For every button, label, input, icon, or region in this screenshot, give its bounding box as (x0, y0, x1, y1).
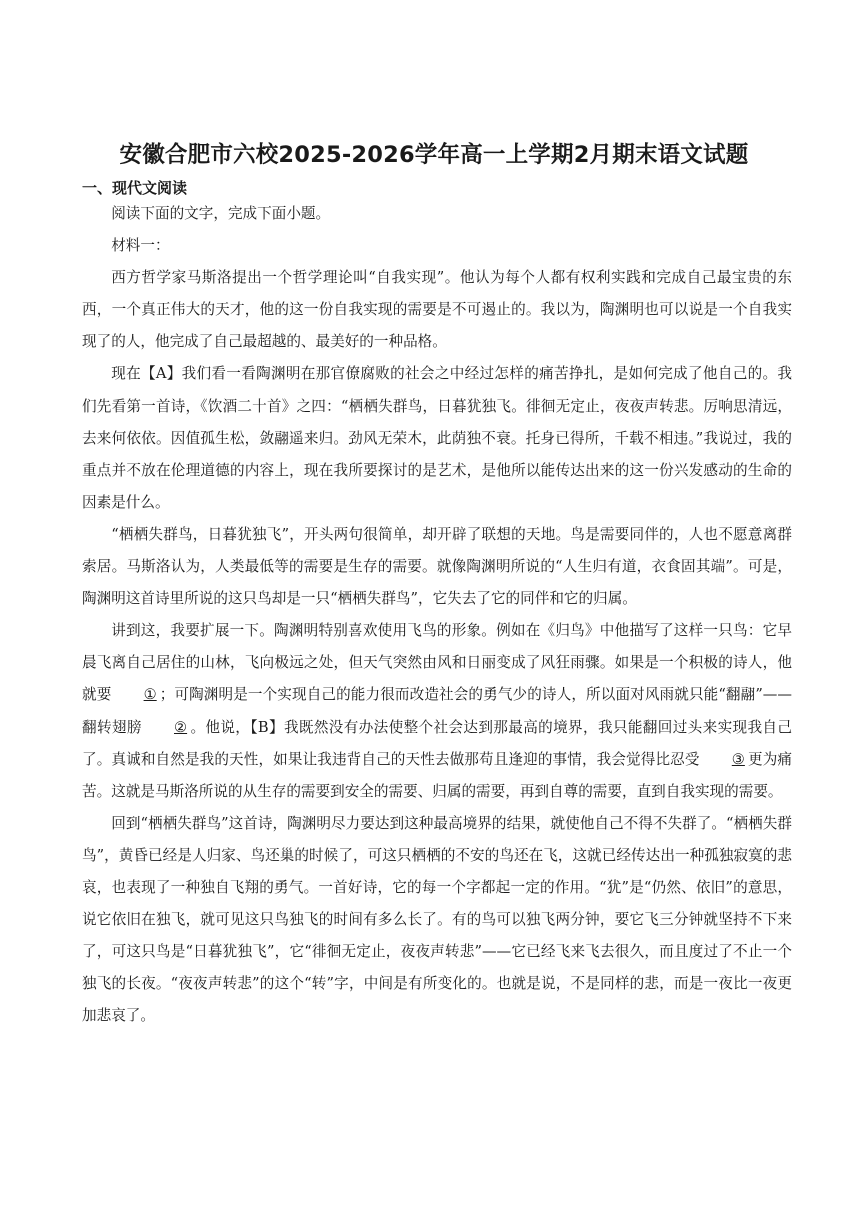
instruction-text: 阅读下面的文字，完成下面小题。 (111, 205, 331, 222)
blank-2: ② (174, 718, 188, 736)
blank-1: ① (143, 686, 157, 704)
section-heading: 一、现代文阅读 (82, 179, 188, 197)
paragraph-3: “栖栖失群鸟，日暮犹独飞”，开头两句很简单，却开辟了联想的天地。鸟是需要同伴的，人也不愿意离群索居。马斯洛认为，人类最低等的需要是生存的需要。就像陶渊明所说的“人生归有道，衣食固其端”。可是，陶渊明这首诗里所说的这只鸟却是一只“栖栖失群鸟”，它失去了它的同伴和它的归属。 (82, 525, 792, 608)
paragraph-4-part-d: 更为痛苦。这就是马斯洛所说的从生存的需要到安全的需要、归属的需要，再到自尊的需要，直到自我实现的需要。 (82, 750, 792, 800)
paragraph-4-part-c: 。他说，【B】我既然没有办法使整个社会达到那最高的境界，我只能翻回过头来实现我自己了。真诚和自然是我的天性，如果让我违背自己的天性去做那苟且逢迎的事情，我会觉得比忍受 (82, 718, 792, 768)
paragraph-2: 现在【A】我们看一看陶渊明在那官僚腐败的社会之中经过怎样的痛苦挣扎，是如何完成了他自己的。我们先看第一首诗，《饮酒二十首》之四：“栖栖失群鸟，日暮犹独飞。徘徊无定止，夜夜声转悲。厉响思清远，去来何依依。因值孤生松，敛翮遥来归。劲风无荣木，此荫独不衰。托身已得所，千载不相违。”我说过，我的重点并不放在伦理道德的内容上，现在我所要探讨的是艺术，是他所以能传达出来的这一份兴发感动的生命的因素是什么。 (82, 365, 792, 511)
paragraph-4-part-b: ；可陶渊明是一个实现自己的能力很而改造社会的勇气少的诗人，所以面对风雨就只能“翻翮”——翻转翅膀 (82, 686, 792, 736)
document-title: 安徽合肥市六校2025-2026学年高一上学期2月期末语文试题 (119, 142, 749, 168)
blank-3: ③ (731, 750, 745, 768)
paragraph-5: 回到“栖栖失群鸟”这首诗，陶渊明尽力要达到这种最高境界的结果，就使他自己不得不失群了。“栖栖失群鸟”，黄昏已经是人归家、鸟还巢的时候了，可这只栖栖的不安的鸟还在飞，这就已经传达出一种孤独寂寞的悲哀，也表现了一种独自飞翔的勇气。一首好诗，它的每一个字都起一定的作用。“犹”是“仍然、依旧”的意思，说它依旧在独飞，就可见这只鸟独飞的时间有多么长了。有的鸟可以独飞两分钟，要它飞三分钟就坚持不下来了，可这只鸟是“日暮犹独飞”，它“徘徊无定止，夜夜声转悲”——它已经飞来飞去很久，而且度过了不止一个独飞的长夜。“夜夜声转悲”的这个“转”字，中间是有所变化的。也就是说，不是同样的悲，而是一夜比一夜更加悲哀了。 (82, 814, 792, 1025)
document-body (82, 198, 792, 1032)
paragraph-1: 西方哲学家马斯洛提出一个哲学理论叫“自我实现”。他认为每个人都有权利实践和完成自己最宝贵的东西，一个真正伟大的天才，他的这一份自我实现的需要是不可遏止的。我以为，陶渊明也可以说是一个自我实现了的人，他完成了自己最超越的、最美好的一种品格。 (82, 269, 792, 351)
material-label: 材料一： (111, 237, 170, 255)
paragraph-4-part-a: 讲到这，我要扩展一下。陶渊明特别喜欢使用飞鸟的形象。例如在《归鸟》中他描写了这样一只鸟：它早晨飞离自己居住的山林，飞向极远之处，但天气突然由风和日丽变成了风狂雨骤。如果是一个积极的诗人，他就要 (82, 622, 792, 704)
paragraph-4 (82, 615, 792, 808)
